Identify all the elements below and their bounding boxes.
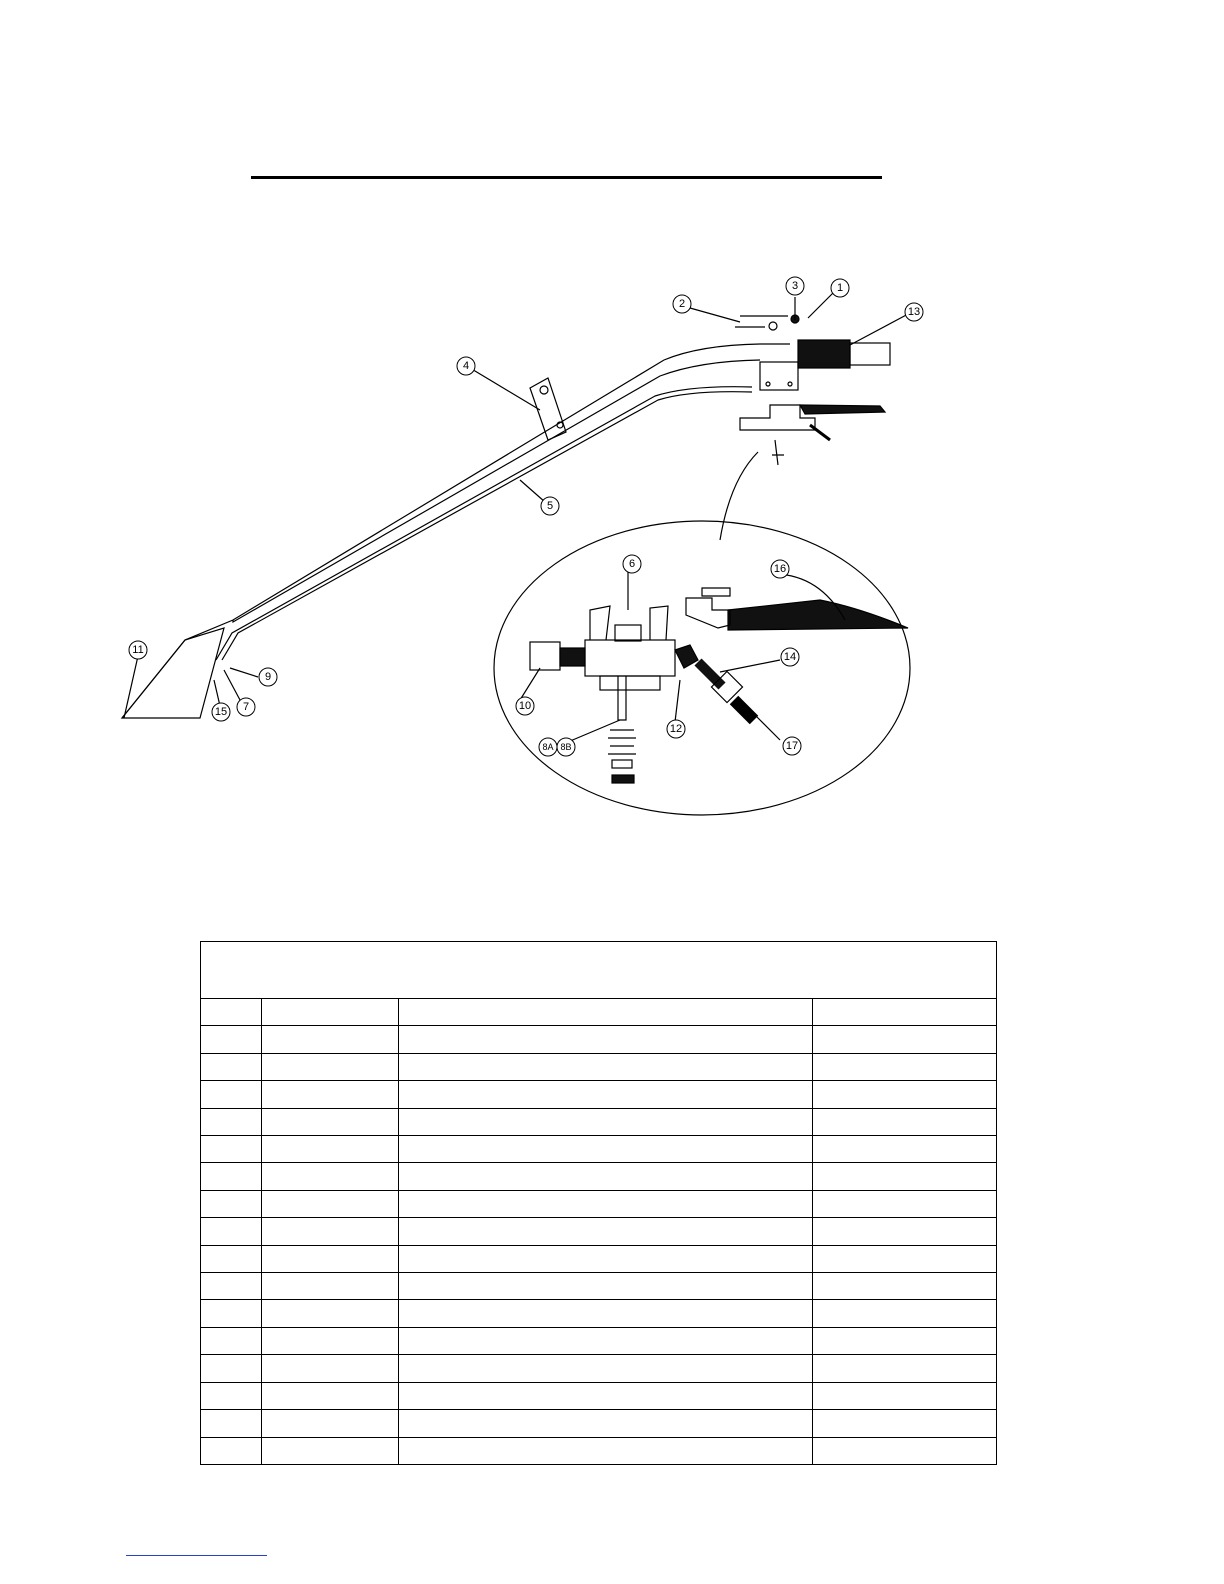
table-row: [201, 1437, 997, 1465]
hose: [698, 662, 722, 686]
callout-3: [786, 277, 804, 295]
table-cell: [399, 1327, 813, 1354]
table-row: [201, 1300, 997, 1327]
table-cell: [399, 1108, 813, 1135]
table-cell: [399, 1163, 813, 1190]
table-row: [201, 1163, 997, 1190]
svg-text:2: 2: [678, 298, 686, 310]
table-cell: [399, 1136, 813, 1163]
svg-text:5: 5: [546, 500, 554, 512]
table-cell: [262, 1300, 399, 1327]
table-row: [201, 1410, 997, 1437]
table-cell: [201, 1026, 262, 1053]
svg-text:6: 6: [628, 558, 636, 570]
valve-body: [585, 640, 675, 676]
table-cell: [201, 1053, 262, 1080]
table-cell: [262, 1190, 399, 1217]
table-cell: [813, 1108, 997, 1135]
callout-2: [673, 295, 691, 313]
table-cell: [813, 1026, 997, 1053]
callout-5: [541, 497, 559, 515]
table-cell: [813, 1081, 997, 1108]
table-cell: [399, 1218, 813, 1245]
callout-6: [623, 555, 641, 573]
detail-leader: [720, 452, 758, 540]
table-cell: [262, 1163, 399, 1190]
solution-tube: [216, 387, 752, 660]
table-cell: [399, 1081, 813, 1108]
table-title-cell: [201, 942, 997, 999]
svg-text:3: 3: [791, 280, 799, 292]
callout-4: [457, 357, 475, 375]
callout-9: [259, 668, 277, 686]
table-cell: [201, 1081, 262, 1108]
svg-text:17: 17: [785, 740, 799, 752]
table-cell: [262, 1136, 399, 1163]
callout-17: [783, 737, 801, 755]
table-cell: [399, 1273, 813, 1300]
table-cell: [201, 1163, 262, 1190]
callout-8b: [557, 738, 575, 756]
table-row: [201, 1053, 997, 1080]
table-row: [201, 1081, 997, 1108]
table-cell: [813, 1273, 997, 1300]
callout-8a: [539, 738, 557, 756]
footer-link-underline: [126, 1555, 267, 1556]
table-cell: [201, 1300, 262, 1327]
svg-text:9: 9: [264, 671, 272, 683]
table-row: [201, 1245, 997, 1272]
table-cell: [399, 999, 813, 1026]
callout-15: [212, 703, 230, 721]
callout-13: [905, 303, 923, 321]
callout-11: [129, 641, 147, 659]
table-row: [201, 1273, 997, 1300]
table-cell: [399, 1190, 813, 1217]
wand-outline-lower: [233, 360, 760, 622]
table-cell: [813, 1410, 997, 1437]
table-cell: [813, 1053, 997, 1080]
callout-14: [781, 648, 799, 666]
table-cell: [201, 1437, 262, 1465]
table-cell: [262, 1437, 399, 1465]
svg-text:15: 15: [214, 706, 228, 718]
table-cell: [813, 1218, 997, 1245]
table-cell: [201, 1355, 262, 1382]
svg-text:1: 1: [836, 282, 844, 294]
svg-text:16: 16: [773, 563, 787, 575]
table-cell: [262, 1355, 399, 1382]
table-row: [201, 1108, 997, 1135]
mounting-tab: [530, 378, 566, 440]
table-cell: [201, 1108, 262, 1135]
svg-text:8A: 8A: [542, 742, 554, 752]
table-cell: [399, 1382, 813, 1409]
table-cell: [262, 1245, 399, 1272]
table-cell: [813, 1355, 997, 1382]
table-cell: [201, 1327, 262, 1354]
svg-text:13: 13: [907, 306, 921, 318]
table-cell: [399, 1026, 813, 1053]
table-cell: [262, 1108, 399, 1135]
svg-text:8B: 8B: [560, 742, 572, 752]
callout-1: [831, 279, 849, 297]
callout-10: [516, 697, 534, 715]
table-cell: [262, 999, 399, 1026]
table-cell: [262, 1053, 399, 1080]
svg-text:4: 4: [462, 360, 470, 372]
callout-12: [667, 720, 685, 738]
table-cell: [399, 1245, 813, 1272]
table-header-row: [201, 942, 997, 999]
table-row: [201, 1190, 997, 1217]
table-cell: [201, 1190, 262, 1217]
table-cell: [201, 1410, 262, 1437]
table-cell: [201, 1245, 262, 1272]
callout-16: [771, 560, 789, 578]
table-cell: [399, 1053, 813, 1080]
table-cell: [201, 1273, 262, 1300]
table-row: [201, 1382, 997, 1409]
table-cell: [813, 1245, 997, 1272]
table-cell: [813, 999, 997, 1026]
parts-list-table: [200, 941, 997, 1465]
table-cell: [262, 1218, 399, 1245]
table-cell: [813, 1163, 997, 1190]
svg-text:10: 10: [518, 700, 532, 712]
table-cell: [813, 1437, 997, 1465]
table-row: [201, 1136, 997, 1163]
table-cell: [262, 1026, 399, 1053]
table-cell: [813, 1382, 997, 1409]
svg-text:7: 7: [242, 701, 250, 713]
svg-text:12: 12: [669, 723, 683, 735]
table-cell: [399, 1437, 813, 1465]
table-cell: [201, 1382, 262, 1409]
table-row: [201, 1026, 997, 1053]
table-cell: [399, 1300, 813, 1327]
table-cell: [262, 1410, 399, 1437]
callout-7: [237, 698, 255, 716]
valve-bracket: [760, 362, 798, 390]
table-cell: [399, 1410, 813, 1437]
table-cell: [201, 1218, 262, 1245]
table-row: [201, 1327, 997, 1354]
table-cell: [399, 1355, 813, 1382]
svg-text:14: 14: [783, 651, 797, 663]
table-cell: [201, 999, 262, 1026]
table-row: [201, 1218, 997, 1245]
table-cell: [813, 1327, 997, 1354]
table-row: [201, 999, 997, 1026]
table-cell: [813, 1136, 997, 1163]
table-cell: [262, 1327, 399, 1354]
table-cell: [262, 1382, 399, 1409]
table-cell: [262, 1081, 399, 1108]
table-cell: [262, 1273, 399, 1300]
trigger: [728, 600, 908, 630]
table-row: [201, 1355, 997, 1382]
valve-stem: [618, 676, 626, 720]
table-cell: [813, 1190, 997, 1217]
table-cell: [201, 1136, 262, 1163]
table-cell: [813, 1300, 997, 1327]
inlet-fitting: [530, 642, 560, 670]
elbow-fitting: [675, 645, 698, 668]
handle-grip: [798, 340, 850, 368]
svg-text:11: 11: [132, 644, 144, 656]
